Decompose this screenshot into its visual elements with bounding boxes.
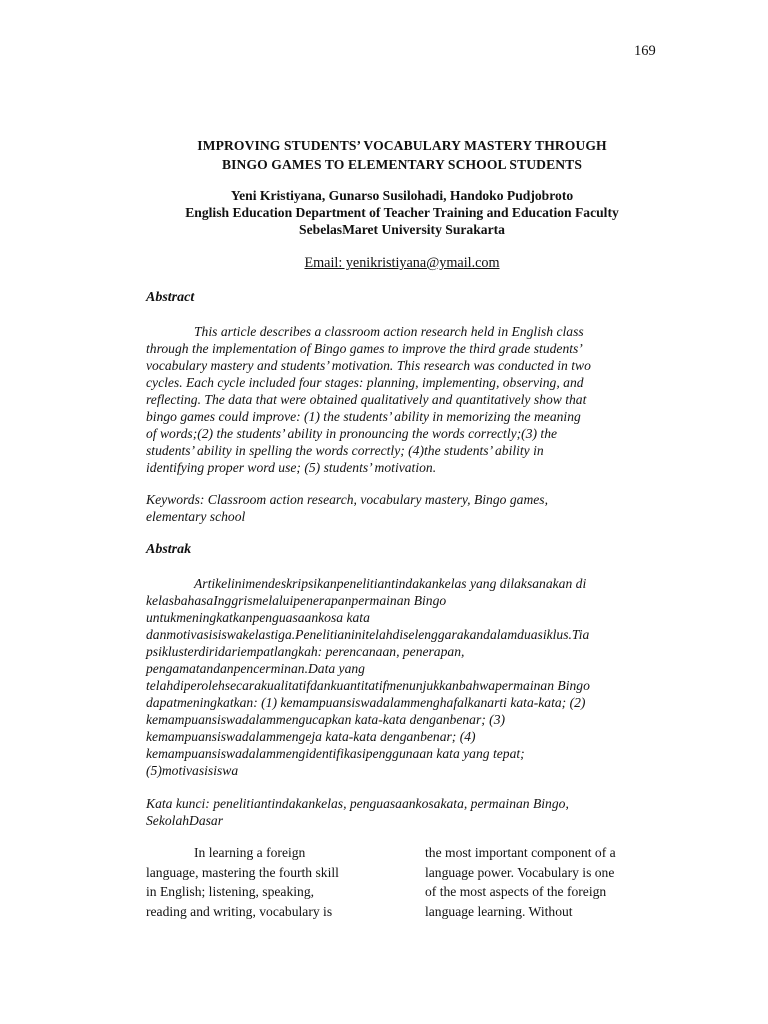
- author-names: Yeni Kristiyana, Gunarso Susilohadi, Handoko Pudjobroto: [230, 188, 574, 203]
- abstract-line: identifying proper word use; (5) students’ motivation.: [146, 460, 437, 475]
- author-university: SebelasMaret University Surakarta: [299, 222, 505, 237]
- abstrak-line: dapatmeningkatkan: (1) kemampuansiswadalammenghafalkanarti kata-kata; (2): [146, 695, 586, 710]
- body-line: reading and writing, vocabulary is: [146, 903, 333, 919]
- paper-title: [100, 136, 704, 174]
- author-email: [100, 255, 704, 272]
- author-block: [100, 187, 704, 238]
- abstrak-line: psiklusterdiridariempatlangkah: perencanaan, penerapan,: [146, 644, 465, 659]
- abstract-line: vocabulary mastery and students’ motivation. This research was conducted in two: [146, 358, 591, 373]
- abstrak-line: kemampuansiswadalammengeja kata-kata denganbenar; (4): [146, 729, 476, 744]
- keywords-line-2: elementary school: [146, 509, 246, 524]
- body-right-column: [425, 843, 616, 921]
- body-left-column: [146, 843, 339, 921]
- abstract-keywords: [146, 491, 626, 525]
- body-line: language, mastering the fourth skill: [146, 864, 339, 880]
- abstract-line: of words;(2) the students’ ability in pronouncing the words correctly;(3) the: [146, 426, 558, 441]
- abstrak-line: pengamatandanpencerminan.Data yang: [146, 661, 365, 676]
- abstrak-line: (5)motivasisiswa: [146, 763, 239, 778]
- abstrak-line: danmotivasisiswakelastiga.Penelitianinitelahdiselenggarakandalamduasiklus.Tia: [146, 627, 590, 642]
- abstrak-line: kemampuansiswadalammengucapkan kata-kata denganbenar; (3): [146, 712, 506, 727]
- abstract-line: This article describes a classroom action research held in English class: [194, 324, 584, 339]
- abstrak-text: [146, 575, 646, 779]
- abstract-line: reflecting. The data that were obtained qualitatively and quantitatively show that: [146, 392, 587, 407]
- abstrak-heading: Abstrak: [146, 542, 192, 557]
- body-line: language power. Vocabulary is one: [425, 864, 615, 880]
- abstract-heading: Abstract: [146, 290, 195, 305]
- body-line: the most important component of a: [425, 845, 616, 860]
- abstrak-line: Artikelinimendeskripsikanpenelitiantindakankelas yang dilaksanakan di: [194, 576, 587, 591]
- body-line: in English; listening, speaking,: [146, 884, 315, 899]
- body-line: In learning a foreign: [194, 845, 306, 860]
- page-number: 169: [634, 43, 656, 59]
- kata-kunci-line-1: Kata kunci: penelitiantindakankelas, penguasaankosakata, permainan Bingo,: [146, 796, 569, 811]
- body-line: language learning. Without: [425, 903, 573, 919]
- abstract-text: [146, 323, 646, 476]
- abstrak-line: telahdiperolehsecarakualitatifdankuantitatifmenunjukkanbahwapermainan Bingo: [146, 678, 590, 693]
- paper-title-line-1: IMPROVING STUDENTS’ VOCABULARY MASTERY THROUGH: [197, 138, 607, 153]
- abstrak-keywords: [146, 795, 626, 829]
- paper-title-line-2: BINGO GAMES TO ELEMENTARY SCHOOL STUDENTS: [221, 157, 583, 172]
- body-line: of the most aspects of the foreign: [425, 884, 607, 899]
- abstract-line: students’ ability in spelling the words correctly; (4)the students’ ability in: [146, 443, 544, 458]
- kata-kunci-line-2: SekolahDasar: [146, 813, 224, 828]
- author-email-link[interactable]: Email: yenikristiyana@ymail.com: [304, 255, 500, 271]
- keywords-line-1: Keywords: Classroom action research, vocabulary mastery, Bingo games,: [146, 492, 548, 507]
- abstrak-line: kelasbahasaInggrismelaluipenerapanpermainan Bingo: [146, 593, 447, 608]
- author-department: English Education Department of Teacher Training and Education Faculty: [185, 205, 619, 220]
- abstrak-line: kemampuansiswadalammengidentifikasipenggunaan kata yang tepat;: [146, 746, 525, 761]
- abstract-line: through the implementation of Bingo games to improve the third grade students’: [146, 341, 583, 356]
- abstract-line: bingo games could improve: (1) the students’ ability in memorizing the meaning: [146, 409, 581, 424]
- abstrak-line: untukmeningkatkanpenguasaankosa kata: [146, 610, 370, 625]
- abstract-line: cycles. Each cycle included four stages: planning, implementing, observing, and: [146, 375, 584, 390]
